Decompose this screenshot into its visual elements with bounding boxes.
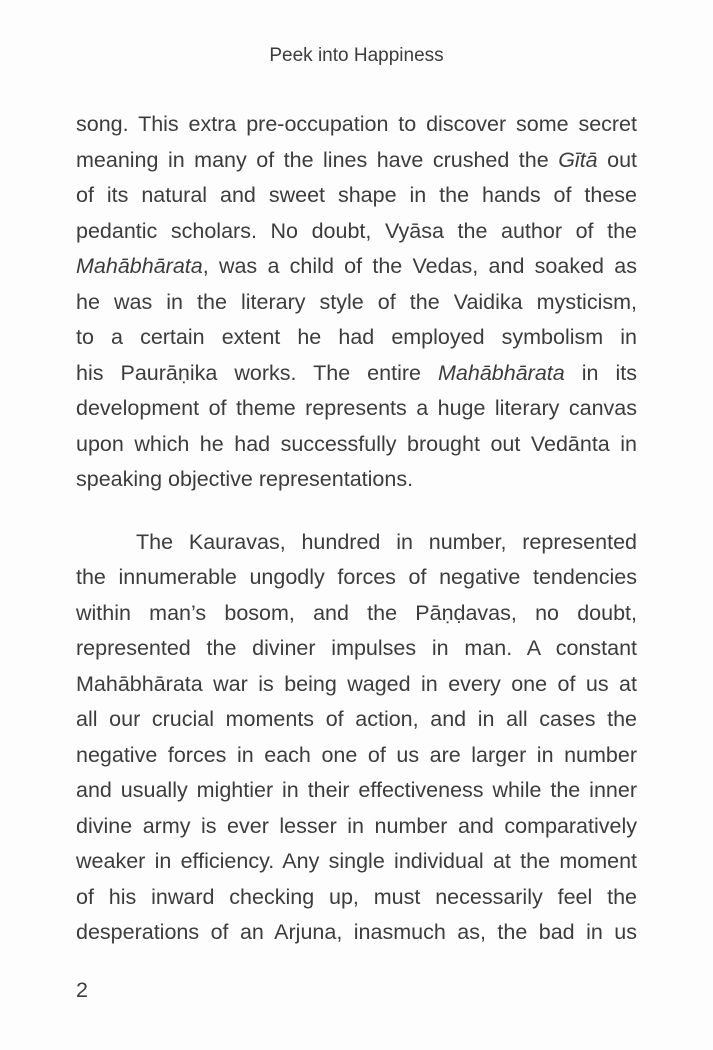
text-line xyxy=(76,631,637,667)
text-segment: to a certain extent he had employed symbolism in xyxy=(76,325,637,349)
text-segment: , was a child of the Vedas, and soaked as xyxy=(202,254,637,278)
text-line xyxy=(76,462,637,498)
text-line xyxy=(76,107,637,143)
text-segment: he was in the literary style of the Vaidika mysticism, xyxy=(76,289,637,314)
text-segment: in its xyxy=(564,360,637,385)
text-segment: within man’s bosom, and the Pāṇḍavas, no doubt, xyxy=(76,600,637,625)
text-segment: upon which he had successfully brought out Vedānta in xyxy=(76,431,637,456)
text-line xyxy=(76,844,637,880)
text-segment: all our crucial moments of action, and in all cases the xyxy=(76,707,637,731)
text-line xyxy=(76,391,637,427)
text-line xyxy=(76,285,637,321)
text-line xyxy=(76,596,637,632)
italic-text-segment: Mahābhārata xyxy=(76,254,203,278)
text-line xyxy=(76,773,637,809)
text-line xyxy=(76,143,637,179)
text-line xyxy=(76,560,637,596)
text-segment: negative forces in each one of us are larger in number xyxy=(76,742,637,767)
text-segment: of his inward checking up, must necessarily feel the xyxy=(76,884,637,909)
text-segment: The Kauravas, hundred in number, represented xyxy=(136,529,637,554)
text-line xyxy=(76,915,637,951)
text-segment: the innumerable ungodly forces of negative tendencies xyxy=(76,565,637,589)
text-segment: and usually mightier in their effectiveness while the inner xyxy=(76,778,637,802)
paragraph xyxy=(76,107,637,498)
text-line xyxy=(76,525,637,561)
text-segment: pedantic scholars. No doubt, Vyāsa the author of the xyxy=(76,218,637,243)
body-text xyxy=(76,107,637,951)
text-line xyxy=(76,809,637,845)
text-segment: meaning in many of the lines have crushed the xyxy=(76,147,559,172)
text-segment: speaking objective representations. xyxy=(76,467,414,491)
italic-text-segment: Gītā xyxy=(558,147,598,172)
text-line xyxy=(76,738,637,774)
text-line xyxy=(76,178,637,214)
text-segment: out xyxy=(597,147,637,172)
text-line xyxy=(76,320,637,356)
text-segment: desperations of an Arjuna, inasmuch as, the bad in us xyxy=(76,920,637,944)
text-segment: divine army is ever lesser in number and comparatively xyxy=(76,813,637,838)
text-line xyxy=(76,249,637,285)
text-segment: his Paurāṇika works. The entire xyxy=(76,360,438,385)
text-segment: represented the diviner impulses in man. A constant xyxy=(76,636,637,660)
text-line xyxy=(76,214,637,250)
text-line xyxy=(76,880,637,916)
italic-text-segment: Mahābhārata xyxy=(438,360,565,385)
text-line xyxy=(76,356,637,392)
text-segment: weaker in efficiency. Any single individual at the moment xyxy=(76,849,637,873)
text-line xyxy=(76,427,637,463)
paragraph xyxy=(76,525,637,951)
text-segment: Mahābhārata war is being waged in every one of us at xyxy=(76,671,637,696)
page-number: 2 xyxy=(76,978,88,1002)
running-header: Peek into Happiness xyxy=(269,45,444,66)
text-segment: song. This extra pre-occupation to discover some secret xyxy=(76,112,637,136)
text-segment: of its natural and sweet shape in the hands of these xyxy=(76,183,637,207)
text-segment: development of theme represents a huge literary canvas xyxy=(76,396,637,420)
text-line xyxy=(76,667,637,703)
text-line xyxy=(76,702,637,738)
